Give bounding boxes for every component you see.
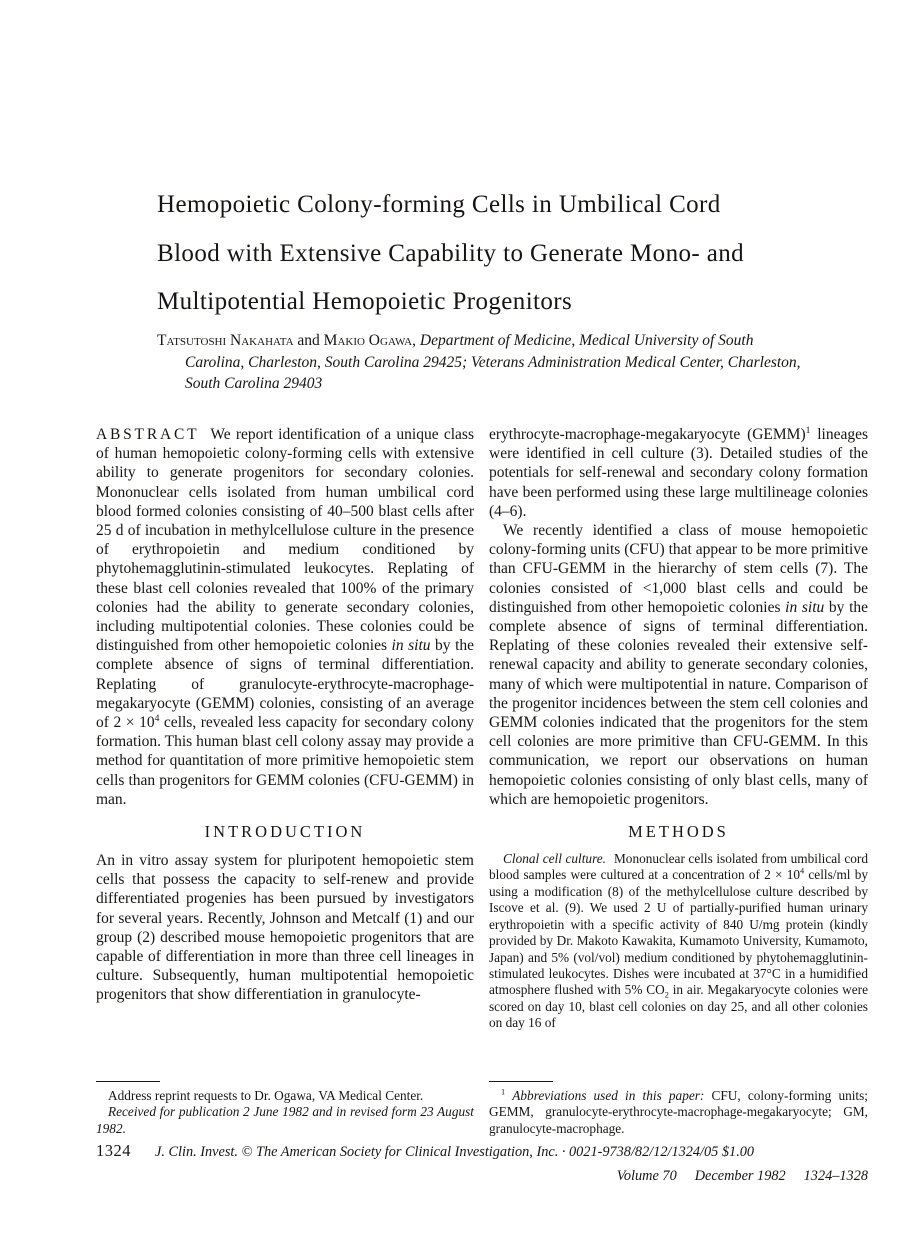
text-segment: Department of Medicine, Medical University of South Carolina, Charleston, South Carolina 29425; Veterans Administration Medical Center, Charleston, South Carolina 29403 xyxy=(185,332,801,392)
footer-volume-line xyxy=(96,1168,868,1185)
introduction-heading: INTRODUCTION xyxy=(204,822,366,842)
footnote-divider xyxy=(489,1081,553,1082)
article-title-line: Hemopoietic Colony-forming Cells in Umbilical Cord xyxy=(157,191,721,218)
text-segment: We report identification of a unique class of human hemopoietic colony-forming cells with extensive ability to generate progenitors for secondary colonies. Mononuclear cells isolated from human umbilical cord blood formed colonies consisting of 40–500 blast cells after 25 d of incubation in methylcellulose culture in the presence of erythropoietin and medium conditioned by phytohemagglutinin-stimulated leukocytes. Replating of these blast cell colonies revealed that 100% of the primary colonies had the ability to generate secondary colonies, including multipotential colonies. These colonies could be distinguished from other hemopoietic colonies xyxy=(96,426,474,655)
text-segment: cells, revealed less capacity for secondary colony formation. This human blast cell colony assay may provide a method for quantitation of more primitive hemopoietic stem cells than progenitors for GEMM colonies (CFU-GEMM) in man. xyxy=(96,714,474,808)
text-segment: 4 xyxy=(154,712,160,724)
page-range: 1324–1328 xyxy=(803,1168,868,1184)
introduction-continuation-paragraph xyxy=(489,425,868,521)
page-number: 1324 xyxy=(96,1141,131,1160)
issue-date: December 1982 xyxy=(694,1168,786,1184)
text-segment: , xyxy=(412,332,420,349)
footer-citation-line xyxy=(96,1141,868,1161)
footnote-divider xyxy=(96,1081,160,1082)
introduction-paragraph xyxy=(96,851,474,1005)
text-segment: in air. Megakaryocyte colonies were scored on day 10, blast cell colonies on day 25, and all other colonies on day 16 of xyxy=(489,982,868,1031)
text-segment: Tatsutoshi Nakahata xyxy=(157,332,294,349)
abstract-paragraph xyxy=(96,425,474,809)
text-segment: by the complete absence of signs of terminal differentiation. Replating of granulocyte-erythrocyte-macrophage-megakaryocyte (GEMM) colonies, consisting of an average of 2 × 10 xyxy=(96,637,475,732)
left-column xyxy=(96,425,474,1137)
text-segment: An in vitro assay system for pluripotent hemopoietic stem cells that possess the capacity to self-renew and provide differentiated progenies has been pursued by investigators for several years. Recently, Johnson and Metcalf (1) and our group (2) described mouse hemopoietic progenitors that are capable of differentiation in more than three cell lineages in culture. Subsequently, human multipotential hemopoietic progenitors that show differentiation in granulocyte- xyxy=(96,852,474,1004)
text-segment: 1 xyxy=(805,424,811,436)
text-segment: and xyxy=(293,332,324,349)
article-title-line: Blood with Extensive Capability to Generate Mono- and xyxy=(157,239,745,267)
right-footnote-block xyxy=(489,1081,868,1137)
text-segment: 1 xyxy=(501,1087,506,1097)
text-segment: Received for publication 2 June 1982 and in revised form 23 August 1982. xyxy=(96,1104,474,1136)
text-segment: Clonal cell culture. xyxy=(503,851,606,867)
volume-label: Volume 70 xyxy=(616,1168,677,1184)
left-footnote-block xyxy=(96,1081,474,1137)
methods-paragraph xyxy=(489,851,868,1031)
text-segment: CFU, colony-forming units; GEMM, granulocyte-erythrocyte-macrophage-megakaryocyte; GM, granulocyte-macrophage. xyxy=(489,1087,869,1136)
author-byline xyxy=(157,330,810,395)
text-segment: Address reprint requests to Dr. Ogawa, VA Medical Center. xyxy=(108,1087,424,1103)
page-footer xyxy=(96,1141,868,1185)
text-segment: 2 xyxy=(664,990,669,1000)
text-segment: 4 xyxy=(800,867,805,877)
methods-heading: METHODS xyxy=(628,822,729,842)
abstract-body xyxy=(96,426,474,808)
article-title xyxy=(157,181,817,327)
text-segment: cells/ml by using a modification (8) of the methylcellulose culture described by Iscove et al. (9). We used 2 U of partially-purified human urinary erythropoietin with a specific activity of 840 U/mg protein (kindly provided by Dr. Makoto Kawakita, Kumamoto University, Kumamoto, Japan) and 5% (vol/vol) medium conditioned by phytohemagglutinin-stimulated leukocytes. Dishes were incubated at 37°C in a humidified atmosphere flushed with 5% CO xyxy=(489,867,868,998)
journal-citation: J. Clin. Invest. © The American Society for Clinical Investigation, Inc. · 0021-9738/82/12/1324/05 $1.00 xyxy=(155,1144,755,1160)
text-segment: Abbreviations used in this paper: xyxy=(512,1087,705,1103)
text-segment: in situ xyxy=(785,598,825,616)
abbreviations-footnote xyxy=(489,1088,868,1137)
right-column xyxy=(489,425,868,1137)
text-segment: We recently identified a class of mouse hemopoietic colony-forming units (CFU) that appear to be more primitive than CFU-GEMM in the hierarchy of stem cells (7). The colonies consisted of <1,000 blast cells and could be distinguished from other hemopoietic colonies xyxy=(489,522,868,616)
article-title-line: Multipotential Hemopoietic Progenitors xyxy=(157,288,573,315)
abstract-heading: ABSTRACT xyxy=(96,426,200,443)
text-segment: erythrocyte-macrophage-megakaryocyte (GEMM) xyxy=(489,426,806,443)
text-segment: Makio Ogawa xyxy=(323,332,413,349)
reprint-request-footnote xyxy=(96,1088,474,1104)
text-segment: by the complete absence of signs of terminal differentiation. Replating of these colonies revealed their extensive self-renewal capacity and ability to generate secondary colonies, many of which were multipotential in nature. Comparison of the progenitor incidences between the stem cell colonies and GEMM colonies indicated that the progenitors for the stem cell colonies are more primitive than CFU-GEMM. In this communication, we report our observations on human hemopoietic colonies consisting of only blast cells, many of which are hemopoietic progenitors. xyxy=(489,598,869,808)
introduction-second-paragraph xyxy=(489,521,868,809)
text-segment: Mononuclear cells isolated from umbilical cord blood samples were cultured at a concentration of 2 × 10 xyxy=(489,851,868,883)
text-segment: lineages were identified in cell culture (3). Detailed studies of the potentials for self-renewal and secondary colony formation have been performed using these large multilineage colonies (4–6). xyxy=(489,426,868,520)
received-date-footnote xyxy=(96,1104,474,1137)
text-segment: in situ xyxy=(391,637,431,655)
